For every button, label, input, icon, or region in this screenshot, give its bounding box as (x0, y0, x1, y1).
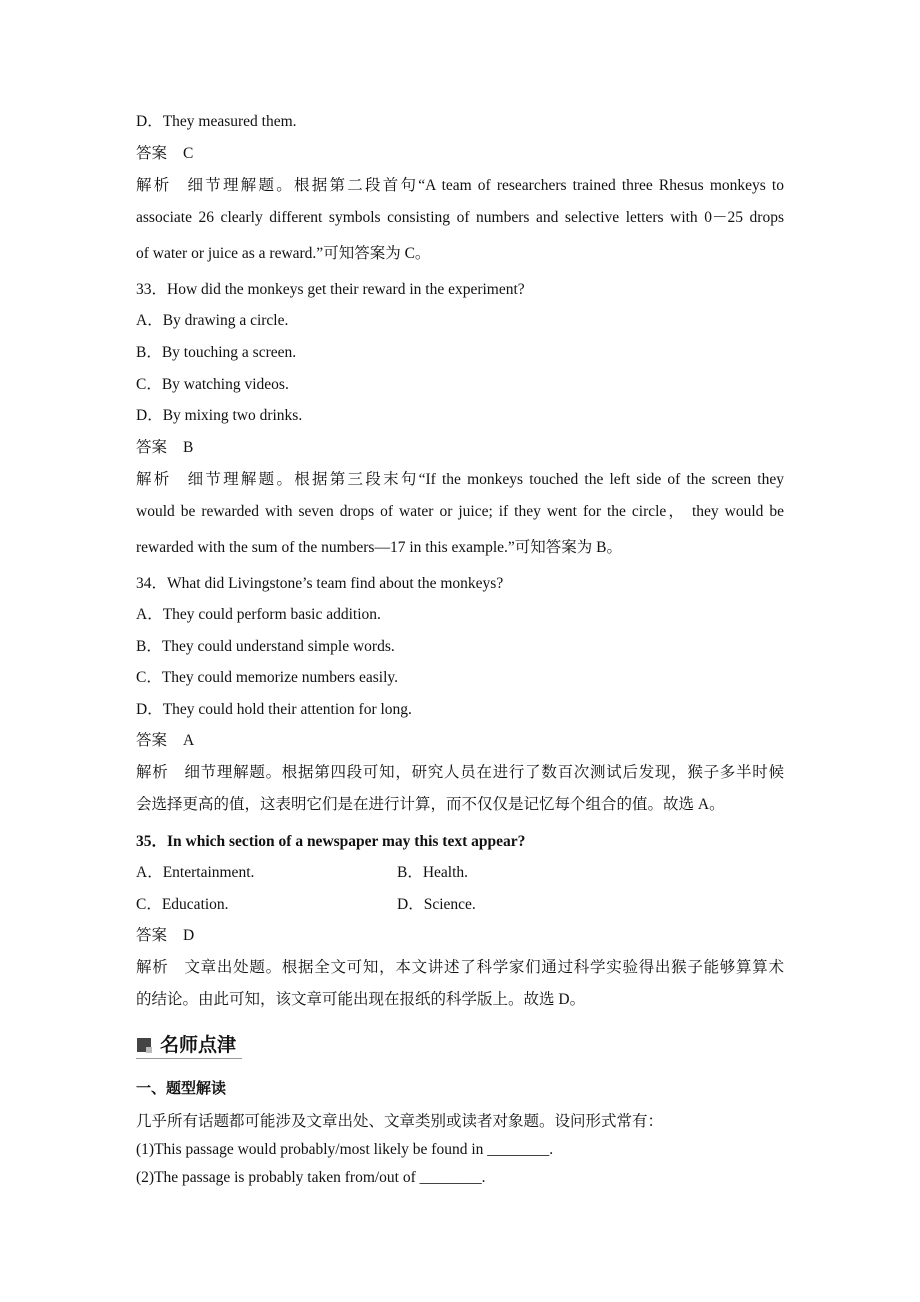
intro-text: 几乎所有话题都可能涉及文章出处、文章类别或读者对象题。设问形式常有： (136, 1113, 664, 1130)
analysis-line: rewarded with the sum of the numbers—17 in this example.”可知答案为 B。 (136, 539, 623, 556)
answer (136, 731, 194, 751)
option-c: C．Education. (136, 896, 229, 913)
option-d: D．By mixing two drinks. (136, 407, 303, 424)
question-35-stem: 35．In which section of a newspaper may this text appear? (136, 833, 526, 850)
answer (136, 438, 193, 458)
answer-label: 答案 (136, 145, 168, 162)
answer (136, 144, 193, 164)
example-2: (2)The passage is probably taken from/out of ________. (136, 1169, 486, 1186)
option-a: A．They could perform basic addition. (136, 606, 381, 623)
option-b: B．They could understand simple words. (136, 638, 395, 655)
option-b: B．By touching a screen. (136, 344, 297, 361)
analysis-line: 的结论。由此可知，该文章可能出现在报纸的科学版上。故选 D。 (136, 991, 586, 1008)
subheading: 一、题型解读 (136, 1079, 227, 1097)
analysis-text: 文章出处题。根据全文可知，本文讲述了科学家们通过科学实验得出猴子能够算算术 (184, 959, 784, 976)
option-d: D．They measured them. (136, 113, 297, 130)
analysis-label: 解析 (136, 471, 172, 488)
answer-value: D (183, 927, 195, 944)
example-1: (1)This passage would probably/most likely be found in ________. (136, 1141, 554, 1158)
analysis-label: 解析 (136, 959, 169, 976)
option-c: C．By watching videos. (136, 376, 289, 393)
analysis-label: 解析 (136, 764, 169, 781)
option-d: D．Science. (397, 896, 476, 913)
analysis-line (136, 176, 784, 196)
answer-label: 答案 (136, 439, 168, 456)
analysis-line: associate 26 clearly different symbols consisting of numbers and selective letters with 0－25 drops (136, 209, 784, 226)
option-a: A．Entertainment. (136, 864, 255, 881)
analysis-text: 细节理解题。根据第四段可知，研究人员在进行了数百次测试后发现，猴子多半时候 (184, 764, 784, 781)
question-34-stem: 34．What did Livingstone’s team find about the monkeys? (136, 575, 504, 592)
answer-value: C (183, 145, 194, 162)
answer (136, 926, 194, 946)
option-d: D．They could hold their attention for long. (136, 701, 412, 718)
option-a: A．By drawing a circle. (136, 312, 289, 329)
analysis-label: 解析 (136, 177, 172, 194)
question-33-stem: 33．How did the monkeys get their reward in the experiment? (136, 281, 525, 298)
answer-label: 答案 (136, 927, 168, 944)
option-b: B．Health. (397, 864, 469, 881)
square-accent-icon (146, 1047, 152, 1053)
answer-value: B (183, 439, 194, 456)
analysis-line (136, 763, 784, 783)
analysis-line (136, 470, 784, 490)
analysis-line: would be rewarded with seven drops of water or juice; if they went for the circle， they would be (136, 503, 784, 520)
section-heading (136, 1032, 242, 1059)
analysis-text: 细节理解题。根据第三段末句“If the monkeys touched the left side of the screen they (187, 471, 784, 488)
analysis-line: of water or juice as a reward.”可知答案为 C。 (136, 245, 431, 262)
answer-label: 答案 (136, 732, 168, 749)
answer-value: A (183, 732, 195, 749)
analysis-text: 细节理解题。根据第二段首句“A team of researchers trained three Rhesus monkeys to (187, 177, 784, 194)
analysis-line: 会选择更高的值，这表明它们是在进行计算，而不仅仅是记忆每个组合的值。故选 A。 (136, 796, 725, 813)
option-c: C．They could memorize numbers easily. (136, 669, 398, 686)
section-heading-text: 名师点津 (160, 1034, 237, 1056)
analysis-line (136, 958, 784, 978)
